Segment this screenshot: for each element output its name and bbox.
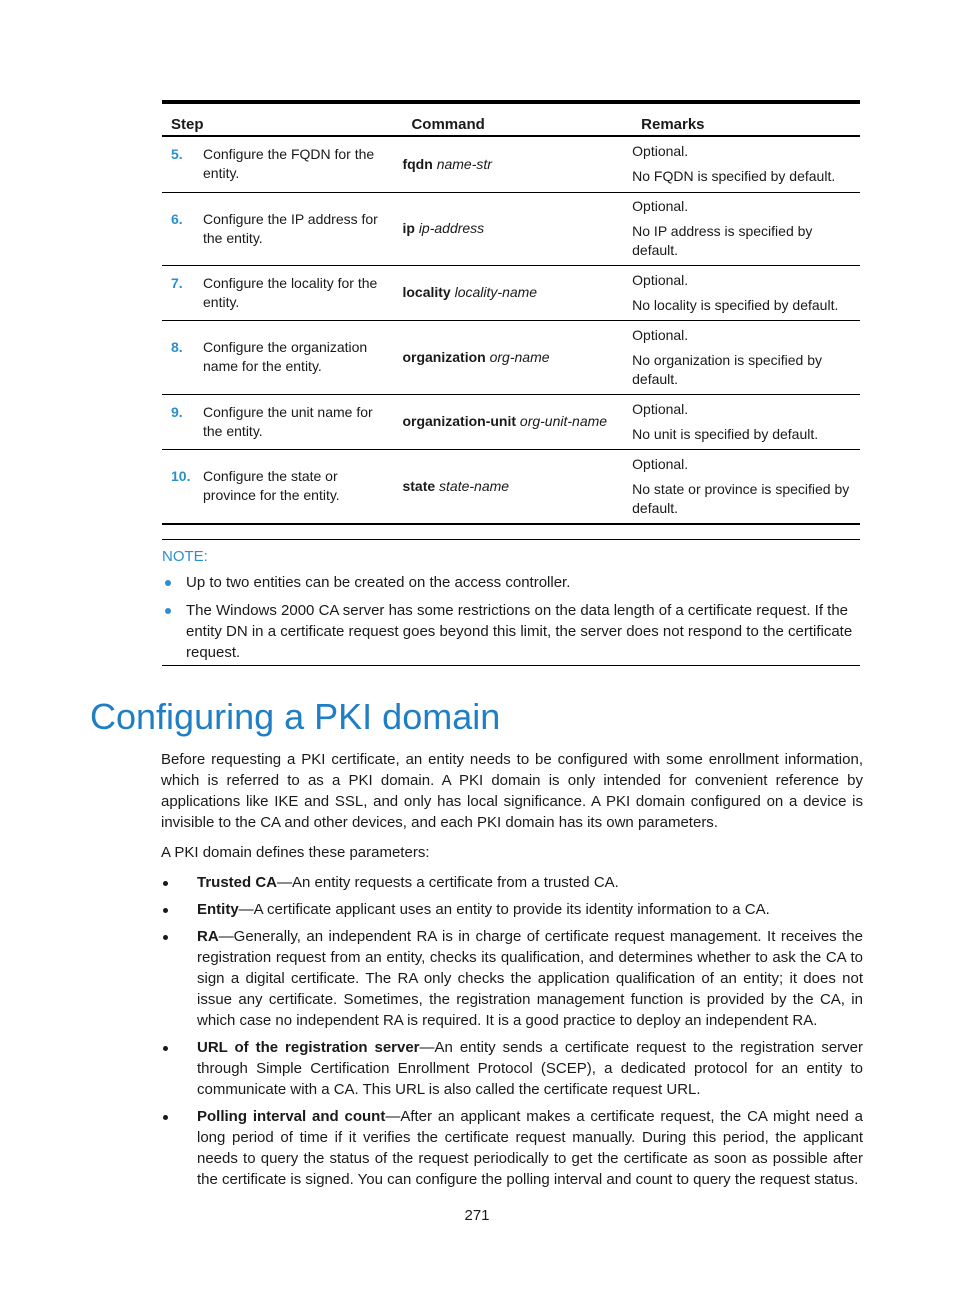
remark-line: Optional.: [632, 198, 689, 214]
remark-line: Optional.: [632, 271, 689, 288]
step-number: 7.: [171, 274, 183, 291]
note-label: NOTE:: [162, 548, 208, 565]
parameter-desc: —Generally, an independent RA is in charge of certificate request management. It receives the registration request from an entity, checks its qualification, and determines whether to ask the CA to sign a digital certificate. The RA only checks the application qualification of an entity; it does not issue any certificate. Sometimes, the registration management function is provided by the CA, in which case no independent RA is required. It is a good practice to deploy an independent RA.: [197, 928, 863, 1029]
list-item: [161, 1106, 863, 1190]
remark-line: No organization is specified by default.: [632, 351, 823, 387]
command-keyword: ip: [402, 220, 415, 236]
command-table: [162, 100, 860, 525]
bullet-icon: [163, 1115, 168, 1120]
command-keyword: locality: [402, 284, 451, 300]
command-cell: [402, 265, 632, 320]
table-row: [162, 449, 860, 524]
note-text: The Windows 2000 CA server has some restrictions on the data length of a certificate request. If the entity DN in a certificate request goes beyond this limit, the server does not respond to the certificate request.: [186, 602, 853, 661]
table-row: [162, 192, 860, 265]
bullet-icon: [163, 908, 168, 913]
lead-paragraph: A PKI domain defines these parameters:: [161, 844, 430, 861]
bullet-icon: [163, 881, 168, 886]
parameter-term: Entity: [197, 901, 239, 918]
table-row: [162, 136, 860, 192]
step-number: 5.: [171, 146, 183, 163]
header-command: Command: [402, 102, 632, 136]
step-cell: [162, 394, 402, 449]
step-cell: [162, 265, 402, 320]
list-item: [162, 600, 860, 663]
remarks-cell: [632, 192, 860, 265]
parameter-desc: —An entity sends a certificate request to the registration server through Simple Certification Enrollment Protocol (SCEP), a dedicated protocol for an entity to communicate with a CA. This URL is also called the certificate request URL.: [197, 1039, 863, 1098]
remark-line: Optional.: [632, 455, 689, 472]
command-cell: [402, 136, 632, 192]
command-argument: name-str: [436, 155, 492, 172]
step-cell: [162, 192, 402, 265]
command-argument: org-name: [489, 348, 550, 365]
table-row: [162, 265, 860, 320]
step-cell: [162, 449, 402, 524]
intro-paragraph: Before requesting a PKI certificate, an entity needs to be configured with some enrollment information, which is referred to as a PKI domain. A PKI domain is only intended for convenient reference by applications like IKE and SSL, and only has local significance. A PKI domain configured on a device is invisible to the CA and other devices, and each PKI domain has its own parameters.: [161, 751, 863, 831]
command-keyword: organization-unit: [402, 413, 517, 429]
list-item: [161, 926, 863, 1031]
command-cell: [402, 320, 632, 394]
step-number: 9.: [171, 403, 183, 420]
remarks-cell: [632, 320, 860, 394]
parameter-desc: —A certificate applicant uses an entity to provide its identity information to a CA.: [238, 901, 770, 918]
list-item: [161, 1037, 863, 1100]
parameter-desc: —After an applicant makes a certificate request, the CA might need a long period of time if it verifies the certificate request manually. During this period, the applicant needs to query the status of the request periodically to get the certificate as soon as possible after the certificate is signed. You can configure the polling interval and count to query the request status.: [197, 1108, 863, 1188]
remarks-cell: [632, 136, 860, 192]
parameter-list: [161, 872, 863, 1190]
remarks-cell: [632, 394, 860, 449]
bullet-icon: [165, 608, 171, 614]
section-title: Configuring a PKI domain: [90, 696, 501, 737]
step-number: 10.: [171, 468, 191, 485]
table-row: [162, 394, 860, 449]
remark-line: No state or province is specified by default.: [632, 480, 850, 516]
remark-line: No FQDN is specified by default.: [632, 168, 836, 185]
remark-line: Optional.: [632, 400, 689, 417]
remark-line: No locality is specified by default.: [632, 296, 839, 313]
step-text: Configure the IP address for the entity.: [203, 210, 378, 246]
remark-line: Optional.: [632, 326, 689, 343]
remark-line: No IP address is specified by default.: [632, 223, 813, 258]
list-item: [162, 572, 860, 593]
step-cell: [162, 320, 402, 394]
bullet-icon: [165, 580, 171, 586]
header-step: Step: [162, 102, 402, 136]
command-argument: org-unit-name: [519, 413, 608, 429]
step-text: Configure the organization name for the entity.: [203, 339, 368, 374]
step-text: Configure the FQDN for the entity.: [203, 146, 375, 182]
command-keyword: fqdn: [402, 155, 433, 172]
parameter-term: Polling interval and count: [197, 1108, 386, 1125]
parameter-term: Trusted CA: [197, 874, 278, 891]
step-number: 6.: [171, 210, 183, 227]
command-cell: [402, 192, 632, 265]
page-number: 271: [464, 1207, 490, 1224]
bullet-icon: [163, 935, 168, 940]
parameter-term: URL of the registration server: [197, 1039, 420, 1056]
parameter-term: RA: [197, 928, 219, 945]
section-body: [161, 749, 863, 1196]
note-box: [162, 539, 860, 666]
remark-line: No unit is specified by default.: [632, 425, 819, 442]
list-item: [161, 872, 863, 893]
step-text: Configure the unit name for the entity.: [203, 403, 373, 439]
table-row: [162, 320, 860, 394]
command-cell: [402, 449, 632, 524]
remarks-cell: [632, 265, 860, 320]
note-list: [162, 572, 860, 663]
command-argument: state-name: [439, 477, 510, 494]
remark-line: Optional.: [632, 143, 689, 160]
note-text: Up to two entities can be created on the access controller.: [186, 574, 571, 591]
step-cell: [162, 136, 402, 192]
step-text: Configure the state or province for the entity.: [203, 468, 340, 504]
command-argument: locality-name: [454, 284, 538, 300]
command-keyword: organization: [402, 348, 486, 365]
parameter-desc: —An entity requests a certificate from a trusted CA.: [277, 874, 619, 891]
header-remarks: Remarks: [632, 102, 860, 136]
step-text: Configure the locality for the entity.: [203, 274, 378, 310]
bullet-icon: [163, 1046, 168, 1051]
list-item: [161, 899, 863, 920]
step-number: 8.: [171, 339, 183, 355]
command-cell: [402, 394, 632, 449]
command-argument: ip-address: [418, 220, 485, 236]
command-keyword: state: [402, 477, 436, 494]
table-header-row: [162, 102, 860, 136]
remarks-cell: [632, 449, 860, 524]
